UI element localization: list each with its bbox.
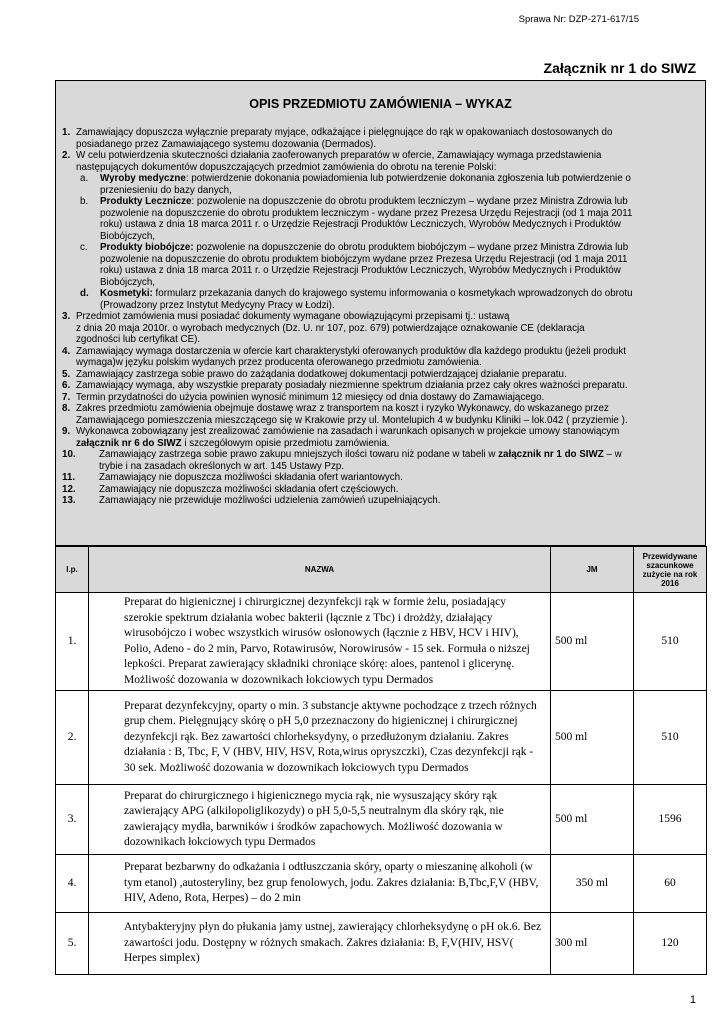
requirement-6	[62, 380, 703, 392]
item-text: Zamawiający dopuszcza wyłącznie preparaty myjące, odkażające i pielęgnujące do rąk w opakowaniach dostosowanych do	[76, 127, 613, 138]
subitem-heading: Kosmetyki:	[100, 288, 153, 299]
item-text: trybie i na zasadach określonych w art. 145 Ustawy Pzp.	[99, 460, 345, 472]
item-text: Zakres przedmiotu zamówienia obejmuje dostawę wraz z transportem na koszt i ryzyko Wykonawcy, do wskazanego przez	[76, 403, 609, 414]
item-number: 13.	[62, 495, 76, 506]
item-text: roku) ustawa z dnia 18 marca 2011 r. o Urzędzie Rejestracji Produktów Leczniczych, Wyrobów Medycznych i Produktów	[100, 219, 621, 230]
item-text: wymaga)w języku polskim wydanych przez producenta oferowanego przedmiotu zamówienia.	[76, 357, 482, 368]
item-text: zgodności lub certyfikat CE).	[76, 334, 201, 345]
requirement-1	[62, 127, 703, 150]
requirements-list	[62, 127, 703, 507]
row-name	[89, 593, 551, 691]
item-text: i szczegółowym opisie przedmiotu zamówienia.	[181, 437, 390, 449]
item-text: pozwolenie na dopuszczenie do obrotu produktem biobójczym – wydane przez Ministra Zdrowia lub	[193, 242, 629, 253]
item-number: 11.	[62, 472, 76, 483]
item-bold-text: załącznik nr 6 do SIWZ	[76, 437, 182, 449]
row-lp: 1.	[56, 593, 89, 691]
table-row	[56, 691, 707, 785]
requirement-10	[62, 449, 703, 472]
row-quantity: 510	[634, 691, 707, 785]
item-text: posiadanego przez Zamawiającego systemu dozowania (Dermados).	[76, 138, 377, 150]
requirement-11	[62, 472, 703, 484]
row-name	[89, 855, 551, 913]
name-line: zawartości jodu. Dostępny w różnych smakach. Zakres działania: B, F,V(HIV, HSV(	[124, 936, 514, 949]
item-number: 6.	[62, 380, 71, 391]
item-text: pozwolenie na dopuszczenie do obrotu produktem leczniczym - wydane przez Prezesa Urzędu Rejestracji (od 1 maja 2011	[100, 207, 633, 219]
item-text: z dnia 20 maja 2010r. o wyrobach medycznych (Dz. U. nr 107, poz. 679) potwierdzające oznakowanie CE (deklaracja	[76, 322, 585, 334]
item-number: 2.	[62, 150, 71, 161]
row-quantity: 120	[634, 913, 707, 975]
name-line: szerokie spektrum działania wobec bakterii (łącznie z Tbc) i drożdży, działający	[124, 611, 493, 624]
requirement-2	[62, 150, 703, 173]
requirement-7	[62, 392, 703, 404]
name-line: Możliwość dozowania w dozownikach łokciowych typu Dermados	[124, 673, 434, 686]
item-text: Zamawiający nie przewiduje możliwości udzielenia zamówień uzupełniających.	[99, 495, 441, 506]
header-quantity: Przewidywane szacunkowe zużycie na rok 2016	[634, 547, 707, 593]
item-text: Przedmiot zamówienia musi posiadać dokumenty wymagane obowiązującymi przepisami tj.: ustawą	[76, 311, 510, 322]
subitem-heading: Wyroby medyczne	[100, 173, 186, 184]
item-number: 3.	[62, 311, 71, 322]
item-text: Biobójczych,	[100, 276, 155, 288]
table-row	[56, 855, 707, 913]
annex-title: Załącznik nr 1 do SIWZ	[543, 60, 696, 76]
row-jm: 500 ml	[551, 593, 634, 691]
item-text: pozwolenie na dopuszczenie do obrotu produktem biobójczym wydane przez Prezesa Urzędu Rejestracji (od 1 maja 2011	[100, 253, 628, 265]
item-number: 8.	[62, 403, 71, 414]
item-text: Zamawiający wymaga dostarczenia w ofercie kart charakterystyki oferowanych produktów dla każdego produktu (jeżeli produkt	[76, 345, 626, 357]
subitem-heading: Produkty Lecznicze	[100, 196, 192, 207]
name-line: Preparat do chirurgicznego i higienicznego mycia rąk, nie wysuszający skóry rąk	[124, 789, 498, 802]
item-number: 7.	[62, 391, 71, 403]
name-line: grup chem. Pielęgnujący skórę o pH 5,0 przeznaczony do higienicznej i chirurgicznej	[124, 715, 518, 728]
row-name	[89, 785, 551, 855]
name-line: działania : B, Tbc, F, V (HBV, HIV, HSV, Rota,wirus opryszczki), Czas dezynfekcji rąk -	[124, 746, 534, 759]
subitem-c	[76, 242, 703, 288]
name-line: Preparat dezynfekcyjny, oparty o min. 3 substancje aktywne pochodzące z trzech różnych	[124, 699, 537, 712]
item-text: Biobójczych,	[100, 230, 155, 242]
item-text: Zamawiający nie dopuszcza możliwości składania ofert częściowych.	[99, 483, 399, 495]
item-text: Zamawiający zastrzega sobie prawo zakupu mniejszych ilości towaru niż podane w tabeli w	[99, 449, 499, 460]
row-lp: 5.	[56, 913, 89, 975]
item-number: 9.	[62, 426, 71, 437]
subitem-letter: a.	[80, 173, 89, 184]
item-text: przeniesieniu do bazy danych,	[100, 184, 232, 196]
requirement-8	[62, 403, 703, 426]
item-text: formularz przekazania danych do krajowego systemu informowania o kosmetykach wprowadzonych do obrotu	[152, 288, 633, 299]
requirement-12	[62, 484, 703, 496]
row-jm: 300 ml	[551, 913, 634, 975]
name-line: HIV, Adeno, Rota, Herpes) – do 2 min	[124, 892, 301, 905]
row-quantity: 510	[634, 593, 707, 691]
row-quantity: 60	[634, 855, 707, 913]
subitem-d	[76, 288, 703, 311]
item-text: Termin przydatności do użycia powinien wynosić minimum 12 miesięcy od dnia dostawy do Zamawiającego.	[76, 391, 545, 403]
item-bold-text: załącznik nr 1 do SIWZ	[498, 449, 604, 460]
name-line: tym etanol) ,autosteryliny, bez grup fenolowych, jodu. Zakres działania: B,Tbc,F,V (HBV,	[124, 876, 539, 889]
name-line: Herpes simplex)	[124, 952, 200, 965]
subitem-letter: c.	[80, 242, 88, 253]
item-text: Zamawiającego pomieszczenia mieszczącego się w Krakowie przy ul. Montelupich 4 w budynku Kliniki – lok.042 ( przyziemie ).	[76, 414, 628, 426]
header-name: NAZWA	[89, 547, 551, 593]
requirement-3	[62, 311, 703, 346]
case-reference: Sprawa Nr: DZP-271-617/15	[518, 14, 639, 25]
row-jm: 500 ml	[551, 691, 634, 785]
name-line: zawierający APG (alkilopoliglikozydy) o pH 5,0-5,5 neutralnym dla skóry rąk, nie	[124, 805, 504, 817]
item-text: Zamawiający wymaga, aby wszystkie preparaty posiadały niezmienne spektrum działania przez cały okres ważności preparatu.	[76, 380, 628, 391]
header-lp: l.p.	[56, 547, 89, 593]
item-number: 10.	[62, 449, 76, 460]
table-row	[56, 785, 707, 855]
row-jm: 500 ml	[551, 785, 634, 855]
table-header-row	[56, 547, 707, 593]
name-line: 30 sek. Możliwość dozowania w dozownikach łokciowych typu Dermados	[124, 761, 469, 774]
name-line: Preparat do higienicznej i chirurgicznej dezynfekcji rąk w formie żelu, posiadający	[124, 596, 506, 608]
item-text: roku) ustawa z dnia 18 marca 2011 r. o Urzędzie Rejestracji Produktów Leczniczych, Wyrobów Medycznych i Produktów	[100, 265, 621, 276]
item-number: 5.	[62, 368, 71, 380]
item-number: 4.	[62, 345, 71, 357]
name-line: dezynfekcji rąk. Bez zawartości chlorheksydyny, o przedłużonym działaniu. Zakres	[124, 730, 509, 743]
item-text: – w	[603, 449, 622, 460]
subitem-b	[76, 196, 703, 242]
requirement-9	[62, 426, 703, 449]
requirement-13	[62, 495, 703, 507]
item-number: 12.	[62, 483, 76, 495]
subitem-a	[76, 173, 703, 196]
name-line: Preparat bezbarwny do odkażania i odtłuszczania skóry, oparty o mieszaninę alkoholi (w	[124, 861, 533, 874]
item-text: następujących dokumentów dopuszczających przedmiot zamówienia do obrotu na terenie Polski:	[76, 161, 497, 173]
item-text: (Prowadzony przez Instytut Medycyny Pracy w Łodzi).	[100, 299, 335, 311]
row-lp: 3.	[56, 785, 89, 855]
subitem-heading: Produkty biobójcze:	[100, 242, 194, 253]
row-lp: 2.	[56, 691, 89, 785]
item-text: W celu potwierdzenia skuteczności działania zaoferowanych preparatów w ofercie, Zamawiający wymaga przedstawienia	[76, 150, 602, 161]
name-line: Polio, Adeno - do 2 min, Parvo, Rotawirusów, Norowirusów - 15 sek. Formuła o niższej	[124, 642, 530, 655]
row-jm: 350 ml	[551, 855, 634, 913]
table-row	[56, 593, 707, 691]
row-lp: 4.	[56, 855, 89, 913]
item-text: Zamawiający zastrzega sobie prawo do zażądania dodatkowej dokumentacji potwierdzającej działanie preparatu.	[76, 368, 567, 380]
item-text: Wykonawca zobowiązany jest zrealizować zamówienie na zasadach i warunkach opisanych w projekcie umowy stanowiącym	[76, 426, 620, 437]
section-title: OPIS PRZEDMIOTU ZAMÓWIENIA – WYKAZ	[249, 97, 512, 111]
item-text: Zamawiający nie dopuszcza możliwości składania ofert wariantowych.	[99, 472, 403, 483]
name-line: lepkości. Preparat zawierający składniki chroniące skórę: aloes, pantenol i glicerynę.	[124, 658, 515, 670]
name-line: Antybakteryjny płyn do płukania jamy ustnej, zawierający chlorheksydynę o pH ok.6. Bez	[124, 921, 542, 934]
requirements-box	[55, 80, 706, 546]
name-line: dozownikach łokciowych typu Dermados	[124, 836, 316, 848]
subitem-letter: b.	[80, 196, 89, 207]
row-name	[89, 913, 551, 975]
item-text: : potwierdzenie dokonania powiadomienia lub potwierdzenie dokonania zgłoszenia lub potwierdzenie o	[185, 173, 631, 184]
header-jm: JM	[551, 547, 634, 593]
item-number: 1.	[62, 127, 71, 138]
name-line: wirusobójczo i wobec wszystkich wirusów osłonowych (łącznie z HBV, HCV i HIV),	[124, 627, 519, 639]
subitem-letter: d.	[80, 288, 89, 299]
products-table	[55, 546, 707, 975]
page-number: 1	[689, 994, 696, 1006]
requirement-4	[62, 346, 703, 369]
name-line: zawierający mydła, barwników i środków zapachowych. Możliwość dozowania w	[124, 820, 503, 833]
table-row	[56, 913, 707, 975]
row-quantity: 1596	[634, 785, 707, 855]
requirement-5	[62, 369, 703, 381]
item-text: : pozwolenie na dopuszczenie do obrotu produktem leczniczym – wydane przez Ministra Zdrowia lub	[191, 196, 628, 207]
row-name	[89, 691, 551, 785]
